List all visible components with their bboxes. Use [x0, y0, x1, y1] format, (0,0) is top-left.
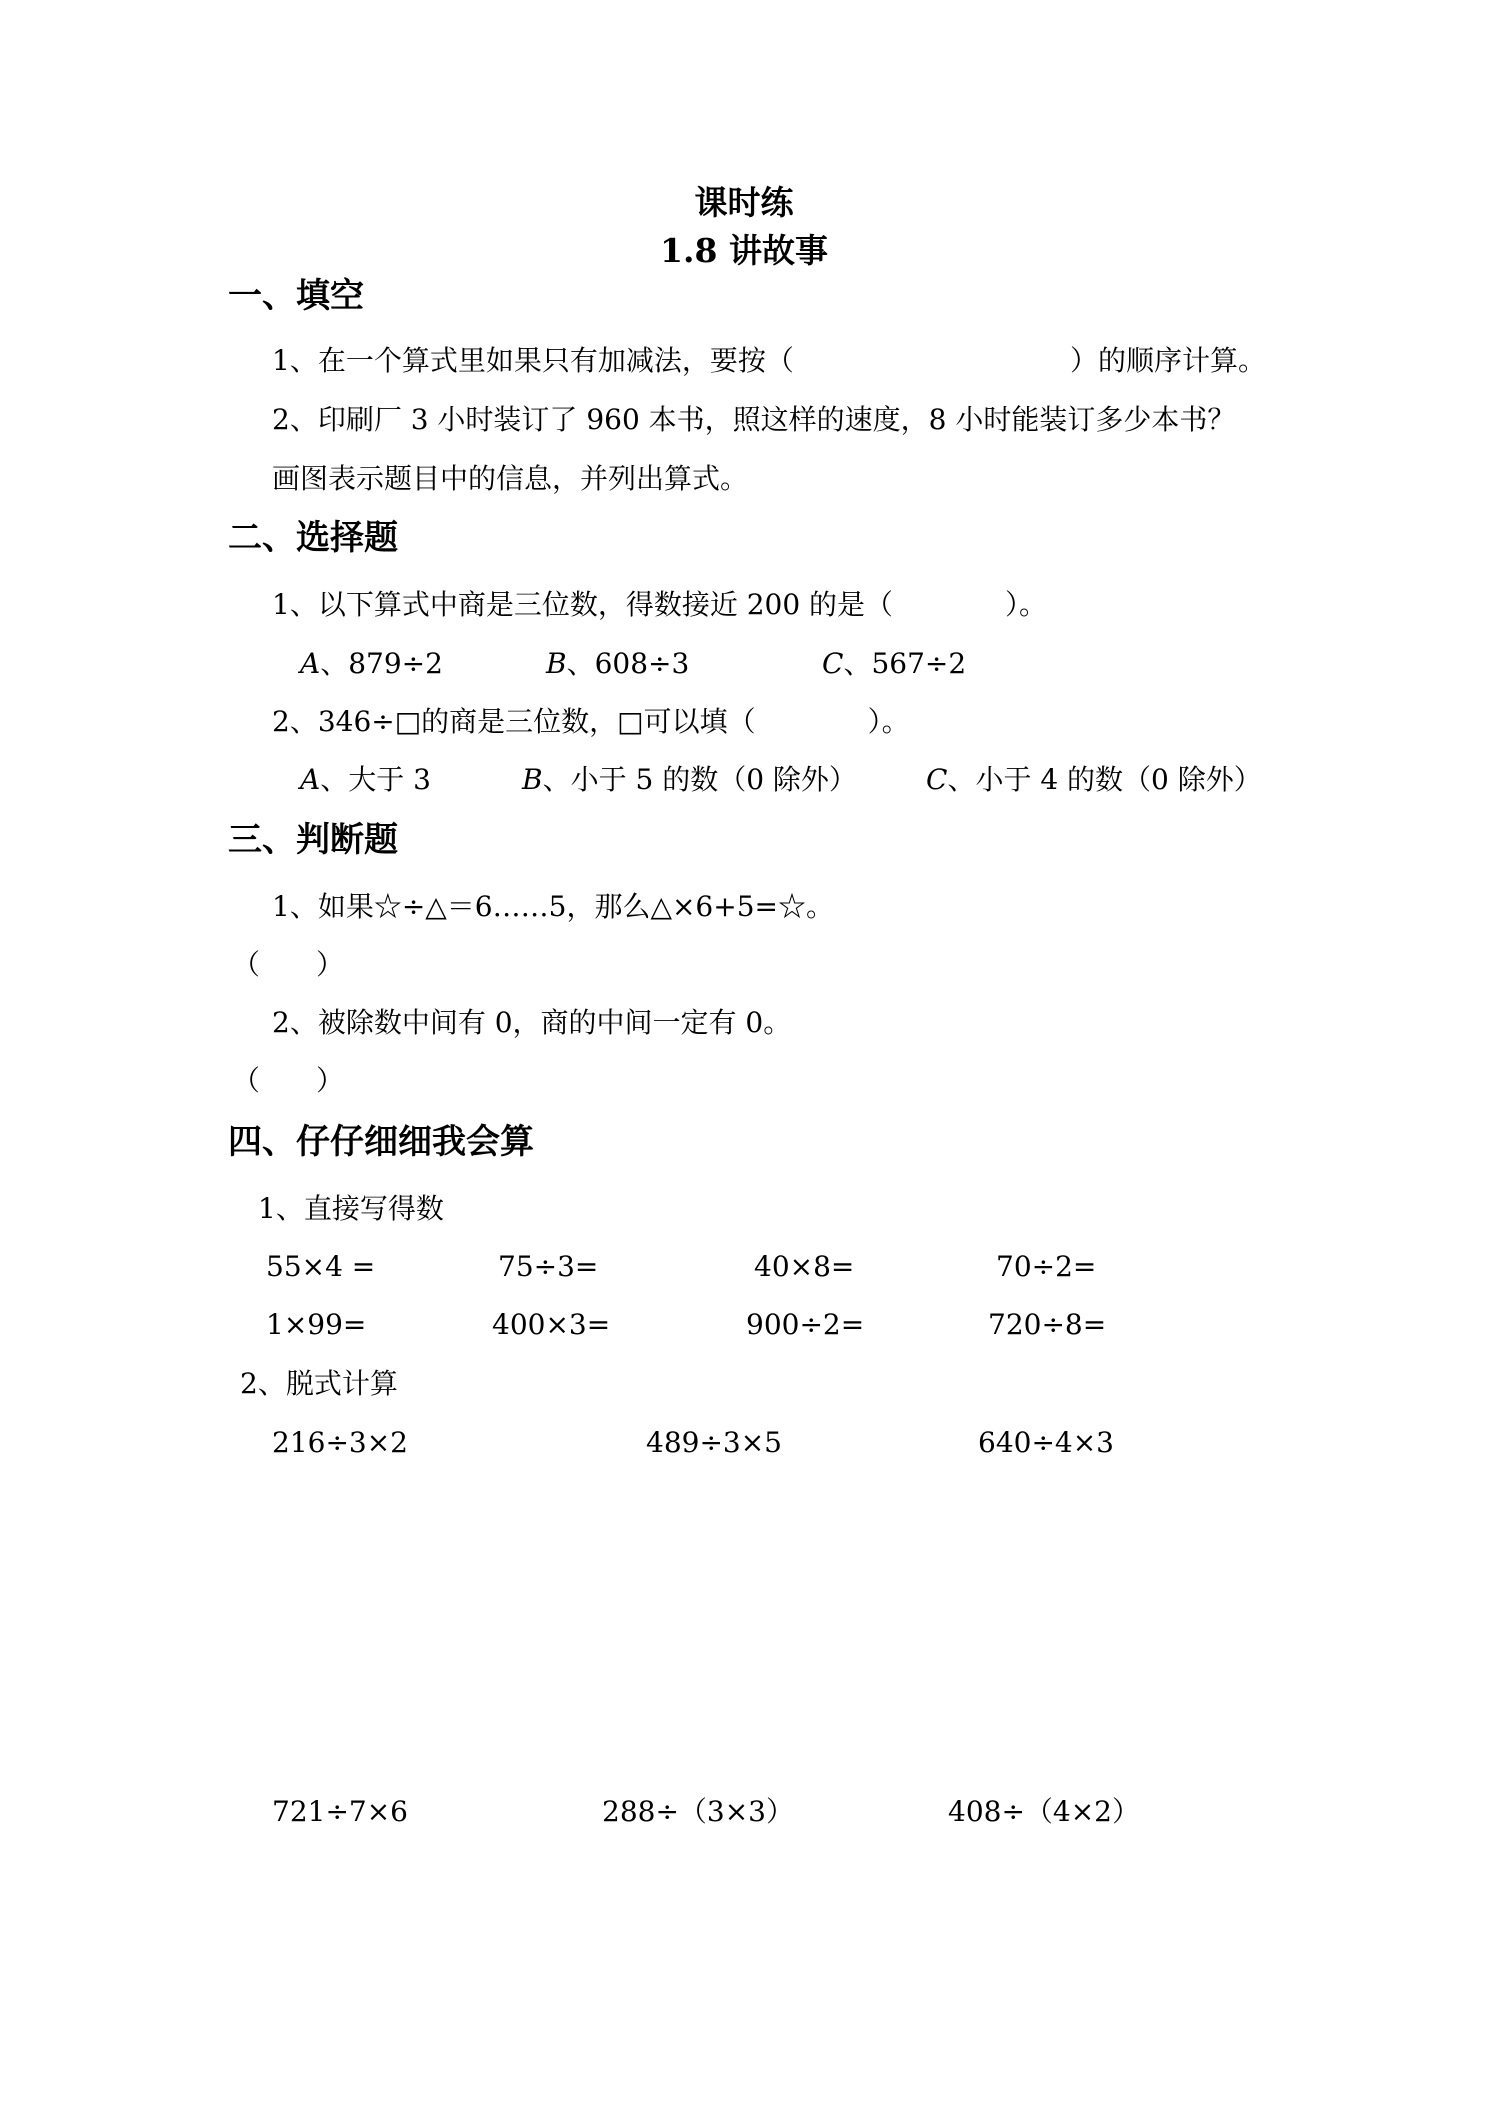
choice-1-option-a — [300, 647, 443, 680]
section-heading-calculate: 四、仔仔细细我会算 — [228, 1122, 534, 1162]
question-fill-2-line1: 2、印刷厂 3 小时装订了 960 本书，照这样的速度，8 小时能装订多少本书？ — [272, 403, 1236, 436]
direct-calc-item: 400×3= — [492, 1308, 611, 1341]
choice-1-option-b — [546, 647, 690, 680]
option-text: 、608÷3 — [566, 647, 690, 680]
option-text: 、879÷2 — [320, 647, 443, 680]
choice-2-option-b — [522, 763, 857, 796]
section-heading-fill-blank: 一、填空 — [228, 276, 364, 316]
question-fill-1-pre: 1、在一个算式里如果只有加减法，要按（ — [272, 344, 794, 377]
question-fill-1-post: ）的顺序计算。 — [1070, 344, 1267, 377]
direct-calc-item: 55×4 = — [266, 1250, 376, 1283]
option-letter: C — [822, 647, 844, 680]
stepwise-calc-item: 489÷3×5 — [646, 1426, 782, 1459]
stepwise-calc-item: 408÷（4×2） — [948, 1795, 1140, 1828]
judge-1-answer-box: （ ） — [232, 948, 345, 981]
stepwise-calc-item: 216÷3×2 — [272, 1426, 408, 1459]
option-letter: A — [300, 763, 321, 796]
direct-calc-item: 40×8= — [754, 1250, 855, 1283]
option-text: 、大于 3 — [320, 763, 431, 796]
question-judge-2: 2、被除数中间有 0，商的中间一定有 0。 — [272, 1006, 792, 1039]
option-text: 、567÷2 — [843, 647, 967, 680]
option-letter: B — [522, 763, 543, 796]
option-text: 、小于 4 的数（0 除外） — [947, 763, 1262, 796]
choice-1-option-c — [822, 647, 967, 680]
direct-calc-item: 720÷8= — [988, 1308, 1107, 1341]
direct-calc-item: 900÷2= — [746, 1308, 865, 1341]
direct-calc-item: 75÷3= — [498, 1250, 599, 1283]
stepwise-calc-label: 2、脱式计算 — [240, 1367, 398, 1400]
direct-calc-item: 70÷2= — [996, 1250, 1097, 1283]
stepwise-calc-item: 640÷4×3 — [978, 1426, 1114, 1459]
section-heading-choice: 二、选择题 — [228, 518, 398, 558]
option-letter: C — [926, 763, 948, 796]
stepwise-calc-item: 721÷7×6 — [272, 1795, 408, 1828]
page-subtitle: 1.8 讲故事 — [660, 231, 828, 270]
page-title: 课时练 — [694, 183, 794, 222]
question-fill-2-line2: 画图表示题目中的信息，并列出算式。 — [272, 462, 749, 495]
choice-2-option-a — [300, 763, 431, 796]
question-choice-2: 2、346÷□的商是三位数，□可以填（ ）。 — [272, 705, 910, 738]
option-letter: A — [300, 647, 321, 680]
direct-calc-item: 1×99= — [266, 1308, 367, 1341]
option-text: 、小于 5 的数（0 除外） — [542, 763, 857, 796]
choice-2-option-c — [926, 763, 1262, 796]
stepwise-calc-item: 288÷（3×3） — [602, 1795, 794, 1828]
judge-2-answer-box: （ ） — [232, 1064, 345, 1097]
option-letter: B — [546, 647, 567, 680]
question-choice-1: 1、以下算式中商是三位数，得数接近 200 的是（ ）。 — [272, 588, 1048, 621]
question-judge-1: 1、如果☆÷△＝6……5，那么△×6+5=☆。 — [272, 890, 834, 923]
section-heading-judge: 三、判断题 — [228, 820, 398, 860]
direct-calc-label: 1、直接写得数 — [258, 1192, 444, 1225]
